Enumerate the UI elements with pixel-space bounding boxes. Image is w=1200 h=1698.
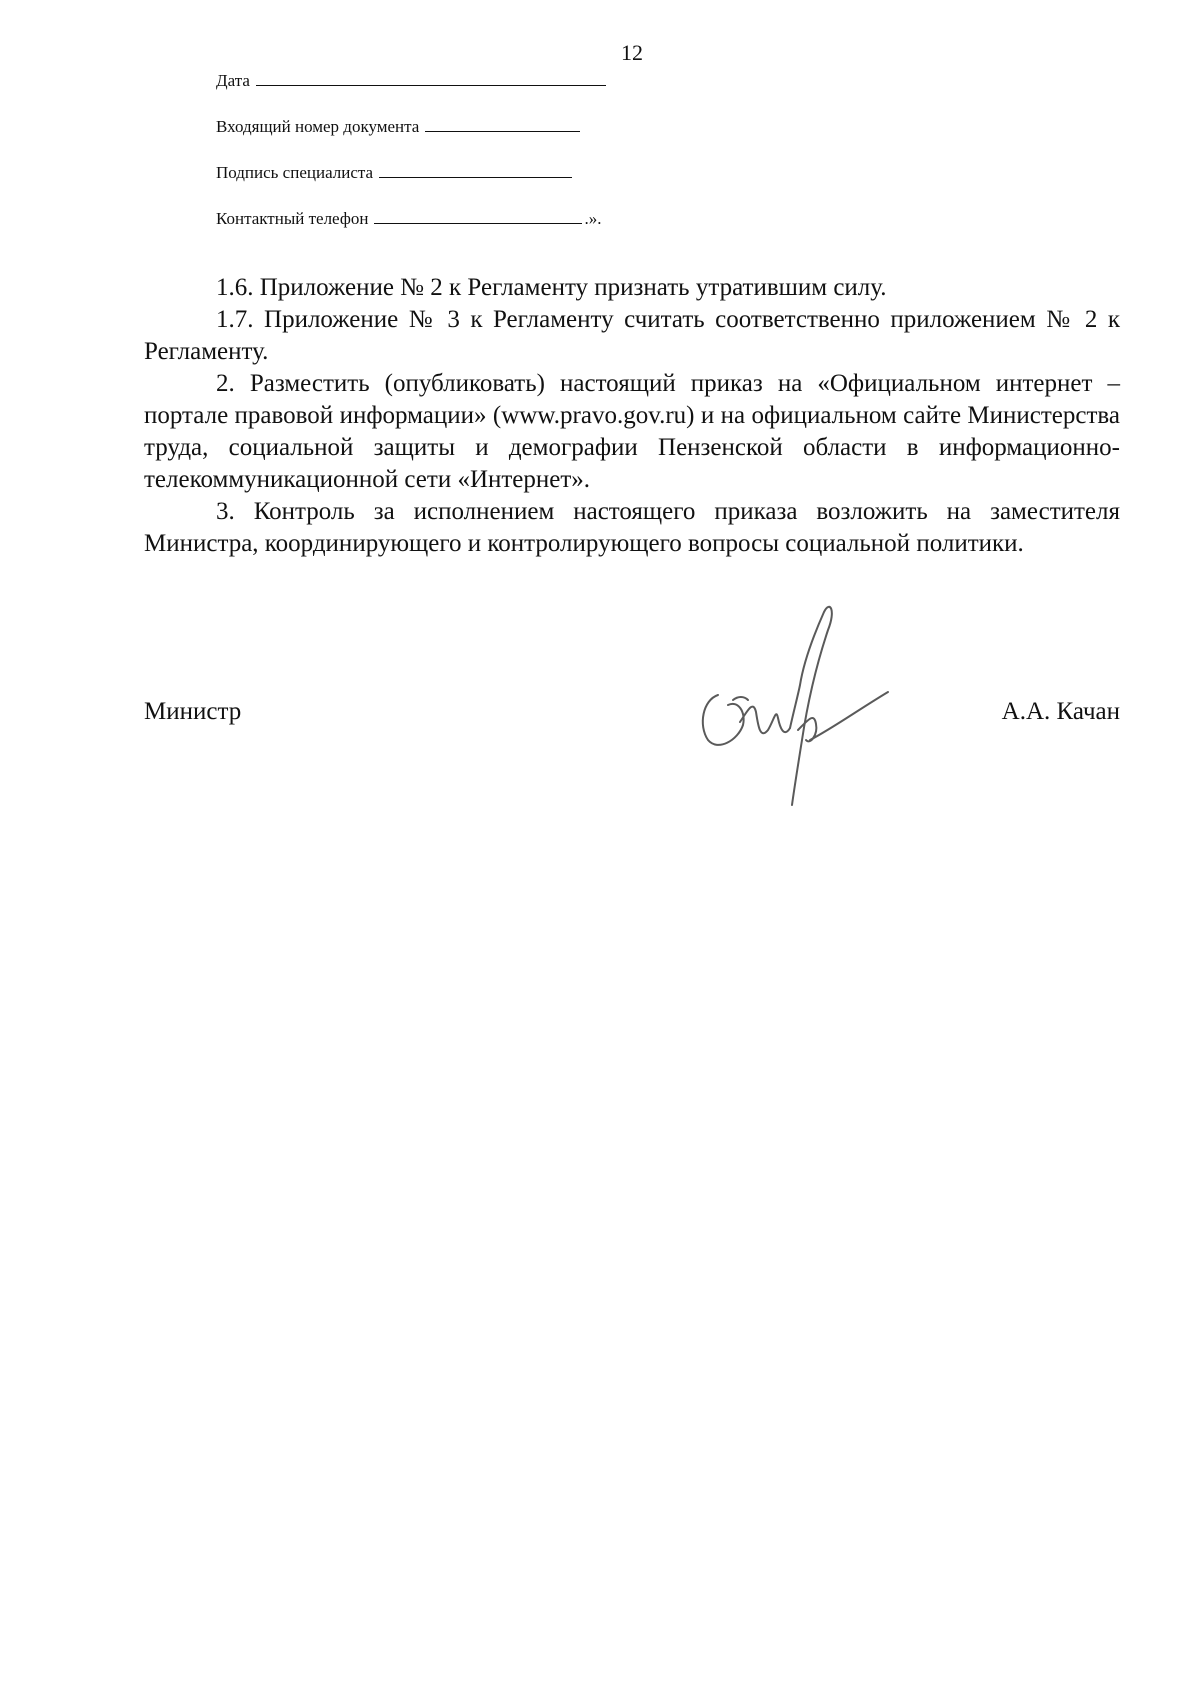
form-incoming-number-blank: [425, 114, 580, 132]
paragraph-3: 3. Контроль за исполнением настоящего приказа возложить на заместителя Министра, координирующего и контролирующего вопросы социальной политики.: [144, 498, 1120, 557]
signatory-title: Министр: [144, 698, 242, 725]
document-body: [144, 272, 1120, 560]
form-incoming-number-label: Входящий номер документа: [216, 117, 420, 136]
form-incoming-number-line: [216, 114, 580, 138]
form-contact-phone-suffix: .».: [584, 209, 602, 228]
form-specialist-signature-blank: [379, 160, 572, 178]
page-number: 12: [621, 40, 643, 65]
form-date-blank: [256, 68, 606, 86]
form-specialist-signature-line: [216, 160, 572, 184]
form-date-line: [216, 68, 606, 92]
form-contact-phone-line: [216, 206, 601, 230]
form-specialist-signature-label: Подпись специалиста: [216, 163, 374, 182]
form-date-label: Дата: [216, 71, 250, 90]
paragraph-1-7: 1.7. Приложение № 3 к Регламенту считать соответственно приложением № 2 к Регламенту.: [144, 306, 1120, 365]
form-contact-phone-label: Контактный телефон: [216, 209, 369, 228]
paragraph-1-6: 1.6. Приложение № 2 к Регламенту признать утратившим силу.: [216, 274, 887, 301]
paragraph-2: 2. Разместить (опубликовать) настоящий приказ на «Официальном интернет – портале правовой информации» (www.pravo.gov.ru) и на официальном сайте Министерства труда, социальной защиты и демографии Пензенской области в информационно-телекоммуникационной сети «Интернет».: [144, 370, 1120, 493]
form-contact-phone-blank: [374, 206, 582, 224]
handwritten-signature: [698, 600, 898, 810]
signatory-name: А.А. Качан: [1001, 698, 1120, 725]
